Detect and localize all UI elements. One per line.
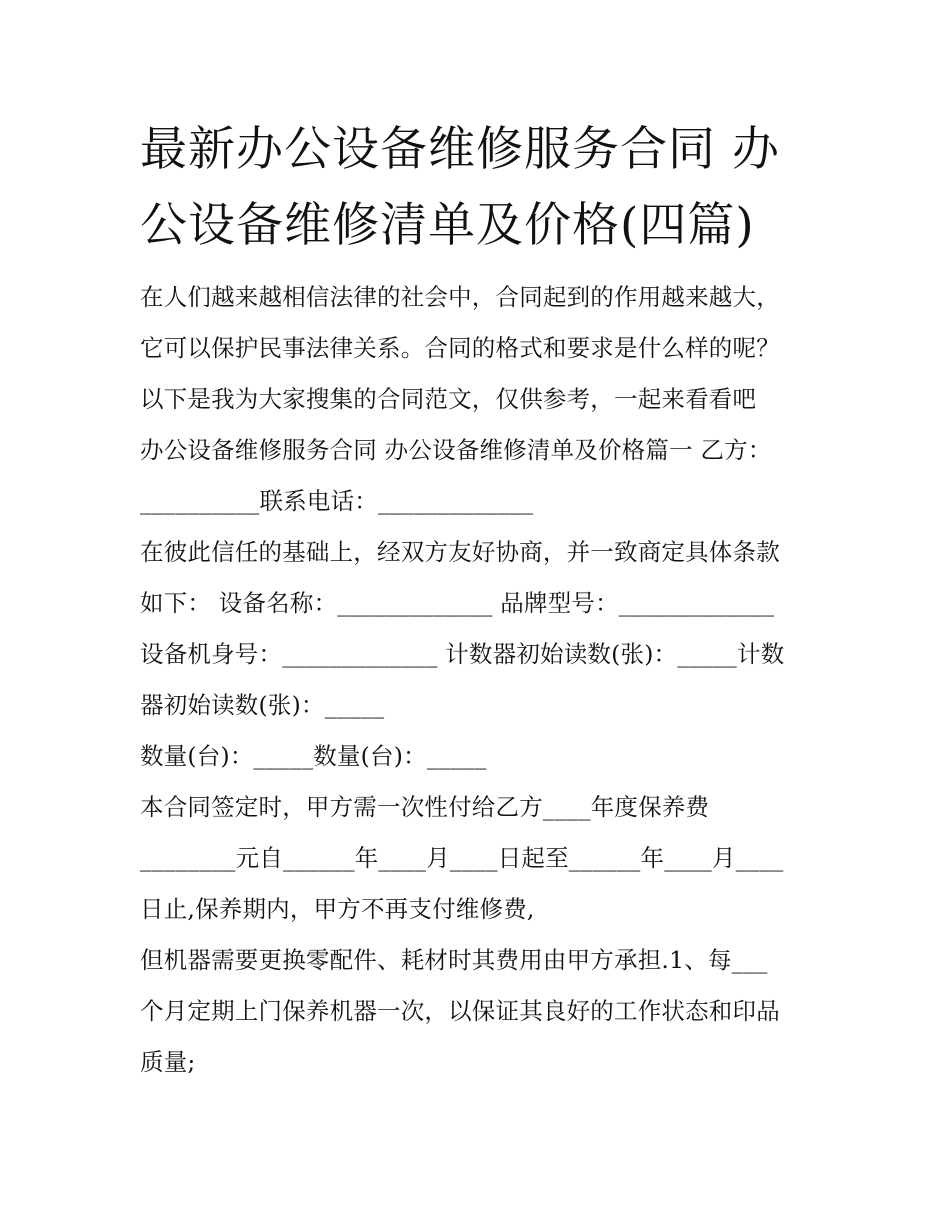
body-line-9: 器初始读数(张)：_____ xyxy=(140,691,385,719)
body-line-12: ________元自______年____月____日起至______年____月____ xyxy=(140,844,784,872)
body-line-15: 个月定期上门保养机器一次，以保证其良好的工作状态和印品 xyxy=(140,997,780,1025)
body-line-5: __________联系电话：_____________ xyxy=(140,487,534,515)
body-line-2: 它可以保护民事法律关系。合同的格式和要求是什么样的呢？ xyxy=(140,334,780,362)
body-line-16: 质量; xyxy=(140,1048,196,1076)
document-body xyxy=(140,272,820,1088)
title-line-1: 最新办公设备维修服务合同 办 xyxy=(140,122,780,177)
body-line-4: 办公设备维修服务合同 办公设备维修清单及价格篇一 乙方： xyxy=(140,436,772,464)
body-line-1: 在人们越来越相信法律的社会中，合同起到的作用越来越大， xyxy=(140,283,780,311)
body-line-7: 如下： 设备名称：_____________ 品牌型号：_____________ xyxy=(140,589,775,617)
body-line-11: 本合同签定时，甲方需一次性付给乙方____年度保养费 xyxy=(140,793,710,821)
body-line-6: 在彼此信任的基础上，经双方友好协商，并一致商定具体条款 xyxy=(140,538,780,566)
document-title xyxy=(140,112,820,264)
title-line-2: 公设备维修清单及价格(四篇) xyxy=(140,198,755,253)
body-line-13: 日止,保养期内，甲方不再支付维修费, xyxy=(140,895,535,923)
body-line-10: 数量(台)：_____数量(台)：_____ xyxy=(140,742,487,770)
body-line-8: 设备机身号：_____________ 计数器初始读数(张)：_____计数 xyxy=(140,640,785,668)
body-line-3: 以下是我为大家搜集的合同范文，仅供参考，一起来看看吧 xyxy=(140,385,757,413)
body-line-14: 但机器需要更换零配件、耗材时其费用由甲方承担.1、每___ xyxy=(140,946,768,974)
